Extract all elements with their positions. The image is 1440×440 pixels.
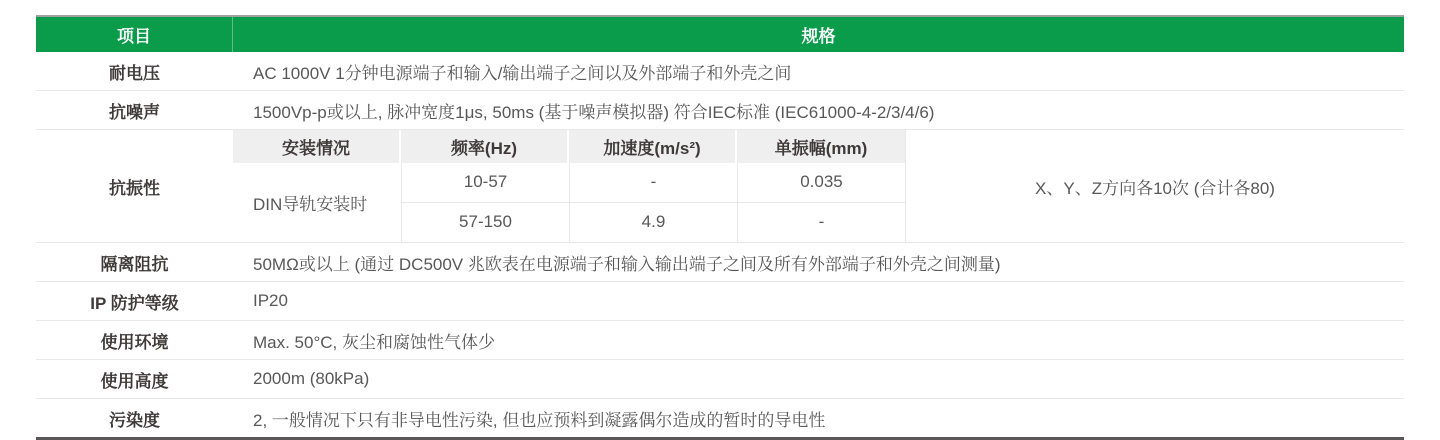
vibration-subtable-header (233, 130, 905, 163)
subheader-frequency-cell: 频率(Hz) (401, 130, 569, 163)
row-label: 污染度 (109, 410, 160, 430)
mounting-value-cell: DIN导轨安装时 (253, 195, 368, 214)
table-row-noise-immunity (36, 91, 1404, 130)
vibration-data-grid (401, 163, 905, 242)
table-row-isolation-resistance (36, 243, 1404, 282)
header-item-cell: 项目 (36, 17, 233, 52)
table-row-withstand-voltage (36, 52, 1404, 91)
table-row-pollution-degree (36, 399, 1404, 437)
header-spec-cell: 规格 (801, 27, 836, 46)
row-label: 抗噪声 (109, 102, 160, 122)
vibration-subtable (233, 130, 1404, 242)
row-label: 使用高度 (100, 371, 169, 391)
spec-table (36, 15, 1404, 440)
subheader-amplitude-cell: 单振幅(mm) (737, 130, 905, 163)
vibration-subtable-left (233, 130, 905, 242)
row-value: IP20 (253, 291, 288, 310)
subheader-mounting-cell: 安装情况 (233, 130, 401, 163)
row-value: AC 1000V 1分钟电源端子和输入/输出端子之间以及外部端子和外壳之间 (253, 63, 792, 83)
acceleration-cell: 4.9 (569, 203, 737, 243)
row-label: 隔离阻抗 (100, 254, 169, 274)
vibration-note: X、Y、Z方向各10次 (合计各80) (905, 130, 1404, 242)
row-value: 2, 一般情况下只有非导电性污染, 但也应预料到凝露偶尔造成的暂时的导电性 (253, 410, 826, 430)
amplitude-cell: 0.035 (737, 163, 905, 203)
table-row-vibration-resistance (36, 130, 1404, 243)
row-value: 2000m (80kPa) (253, 369, 370, 388)
frequency-cell: 10-57 (401, 163, 569, 203)
acceleration-cell: - (569, 163, 737, 203)
row-label: IP 防护等级 (90, 293, 179, 313)
row-value: 50MΩ或以上 (通过 DC500V 兆欧表在电源端子和输入输出端子之间及所有外部端子和外壳之间测量) (253, 254, 1001, 274)
amplitude-cell: - (737, 203, 905, 243)
table-header-row (36, 17, 1404, 52)
row-label: 抗振性 (109, 178, 160, 198)
table-row-operating-altitude (36, 360, 1404, 399)
row-label: 使用环境 (100, 332, 169, 352)
row-value: 1500Vp-p或以上, 脉冲宽度1μs, 50ms (基于噪声模拟器) 符合IEC标准 (IEC61000-4-2/3/4/6) (253, 102, 935, 122)
subheader-acceleration-cell: 加速度(m/s²) (569, 130, 737, 163)
frequency-cell: 57-150 (401, 203, 569, 243)
table-row-operating-environment (36, 321, 1404, 360)
row-label: 耐电压 (109, 63, 160, 83)
vibration-subtable-body (233, 163, 905, 242)
table-row-ip-rating (36, 282, 1404, 321)
row-value: Max. 50°C, 灰尘和腐蚀性气体少 (253, 332, 495, 352)
